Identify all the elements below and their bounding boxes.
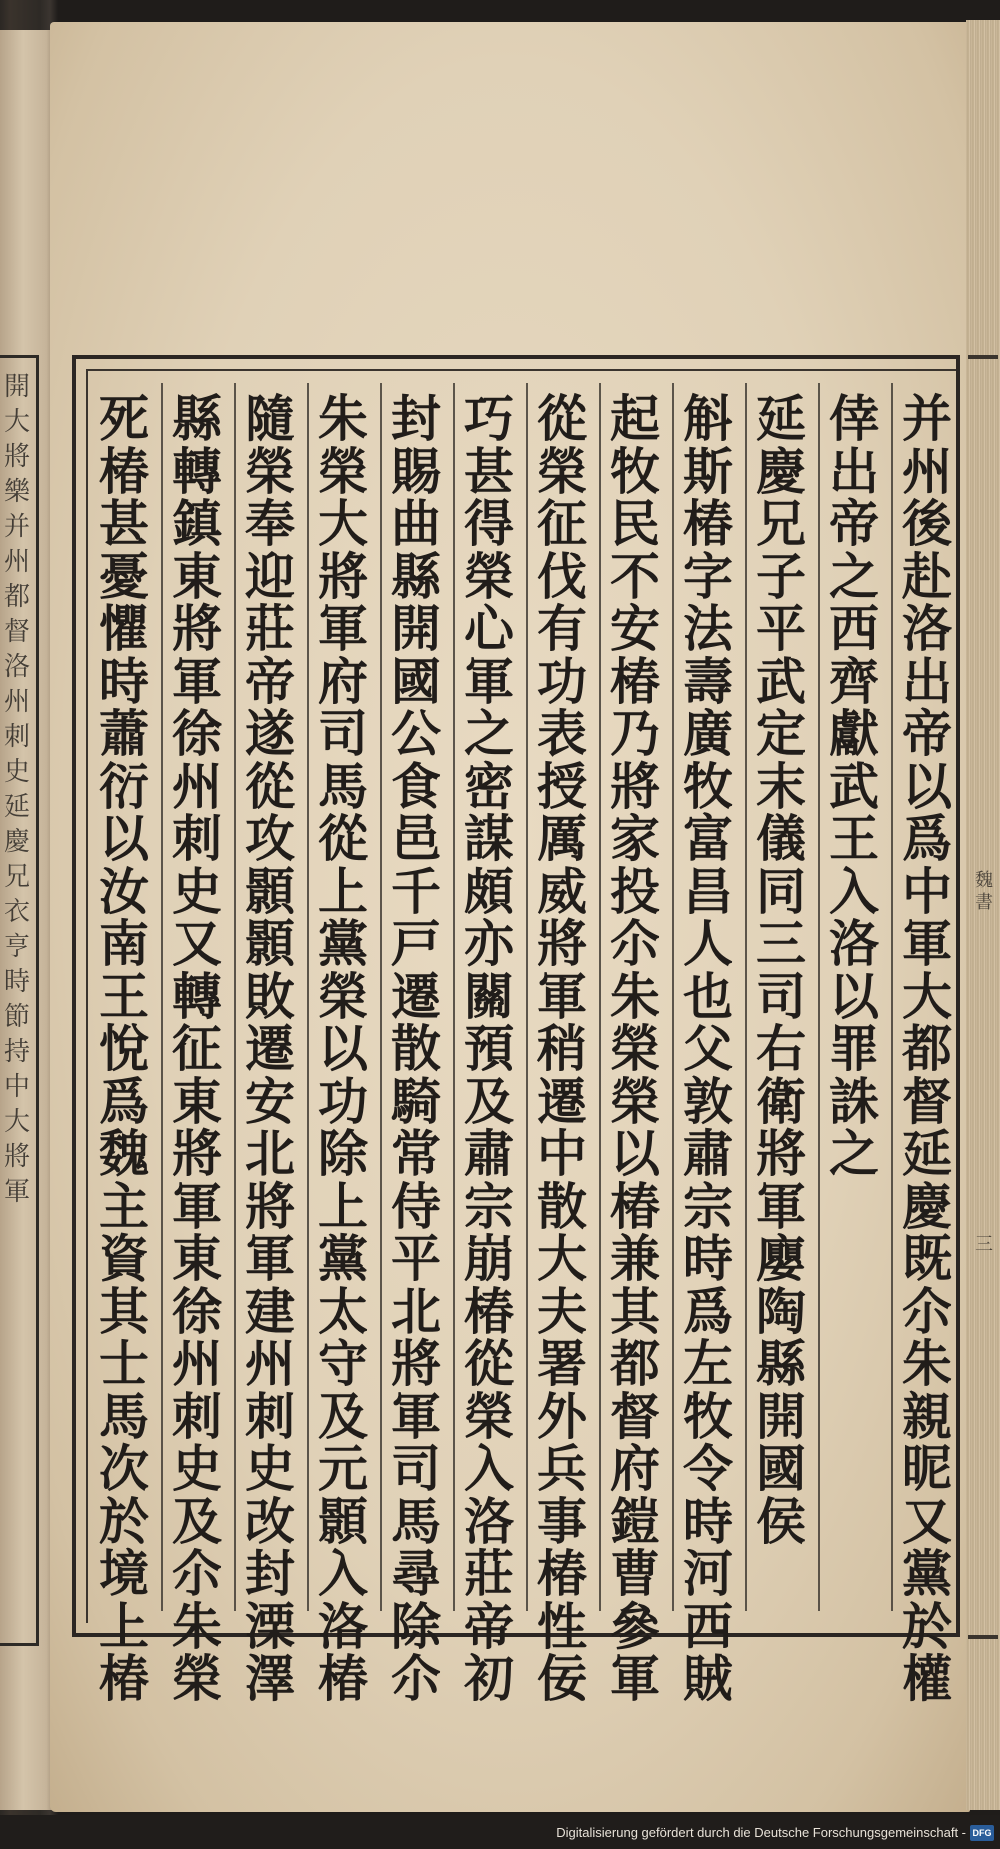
column-rule: [891, 383, 893, 1611]
margin-book-title: 魏書: [975, 870, 993, 913]
page-stack-edge: [966, 20, 1000, 1810]
text-frame: [72, 355, 960, 1708]
column-rule: [307, 383, 309, 1611]
text-column-7: 巧甚得榮心軍之密謀頗亦關預及肅宗崩椿從榮入洛莊帝初: [464, 389, 514, 1708]
text-column-5: 起牧民不安椿乃將家投尒朱榮榮以椿兼其都督府鎧曹參軍: [610, 389, 660, 1708]
column-rule: [745, 383, 747, 1611]
text-column-11: 縣轉鎮東將軍徐州刺史又轉征東將軍東徐州刺史及尒朱榮: [172, 389, 222, 1708]
column-rule: [672, 383, 674, 1611]
text-column-12: 死椿甚憂懼時蕭衍以汝南王悅爲魏主資其士馬次於境上椿: [99, 389, 149, 1708]
text-column-6: 從榮征伐有功表授厲威將軍稍遷中散大夫署外兵事椿性佞: [537, 389, 587, 1708]
text-column-9: 朱榮大將軍府司馬從上黨榮以功除上黨太守及元顥入洛椿: [318, 389, 368, 1708]
column-rule: [526, 383, 528, 1611]
digitization-credit: Digitalisierung gefördert durch die Deutsche Forschungsgemeinschaft -: [556, 1825, 966, 1840]
column-rule: [453, 383, 455, 1611]
column-rule: [380, 383, 382, 1611]
text-frame-inner: [86, 369, 956, 1708]
column-rule: [599, 383, 601, 1611]
footer-bar: [0, 1815, 1000, 1849]
column-rule: [161, 383, 163, 1611]
page-stack-mark-top: [968, 355, 998, 359]
dfg-logo-icon: DFG: [970, 1825, 994, 1841]
page-stack-mark-bottom: [968, 1635, 998, 1639]
text-column-4: 斛斯椿字法壽廣牧富昌人也父敦肅宗時爲左牧令時河西賊: [683, 389, 733, 1708]
margin-leaf-number: 三: [975, 1234, 993, 1255]
text-column-8: 封賜曲縣開國公食邑千戸遷散騎常侍平北將軍司馬尋除尒: [391, 389, 441, 1708]
column-rule: [818, 383, 820, 1611]
left-page-column-text: 開大將樂并州都督洛州刺史延慶兄衣亨時節持中大將軍: [4, 372, 31, 1207]
text-column-1: 并州後赴洛出帝以爲中軍大都督延慶既尒朱親昵又黨於權: [902, 389, 952, 1708]
text-column-10: 隨榮奉迎莊帝遂從攻顥顥敗遷安北將軍建州刺史改封溧澤: [245, 389, 295, 1708]
text-column-3: 延慶兄子平武定末儀同三司右衛將軍廮陶縣開國侯: [756, 389, 806, 1551]
text-column-2: 倖出帝之西齊獻武王入洛以罪誅之: [829, 389, 879, 1183]
column-rule: [234, 383, 236, 1611]
